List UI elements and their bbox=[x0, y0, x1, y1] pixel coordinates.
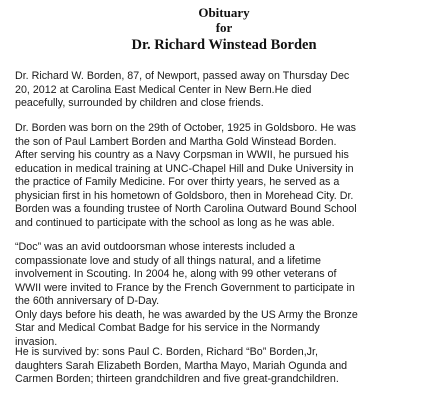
text-line: Only days before his death, he was awarded by the US Army the Bronze bbox=[15, 308, 358, 321]
text-line: Borden was a founding trustee of North Carolina Outward Bound School bbox=[15, 203, 357, 215]
text-line: the practice of Family Medicine. For over thirty years, he served as a bbox=[15, 176, 340, 188]
text-line: He is survived by: sons Paul C. Borden, Richard “Bo” Borden,Jr, bbox=[15, 346, 318, 358]
text-line: peacefully, surrounded by children and close friends. bbox=[15, 97, 264, 109]
text-line: After serving his country as a Navy Corpsman in WWII, he pursued his bbox=[15, 149, 349, 161]
text-line: involvement in Scouting. In 2004 he, along with 99 other veterans of bbox=[15, 268, 337, 280]
header-for: for bbox=[215, 20, 233, 35]
header-name: Dr. Richard Winstead Borden bbox=[131, 37, 317, 53]
text-line: education in medical training at UNC-Chapel Hill and Duke University in bbox=[15, 162, 354, 175]
text-line: compassionate love and study of all things natural, and a lifetime bbox=[15, 254, 321, 267]
text-line: Dr. Richard W. Borden, 87, of Newport, passed away on Thursday Dec bbox=[15, 70, 350, 82]
text-line: invasion. bbox=[15, 335, 58, 348]
text-line: the son of Paul Lambert Borden and Martha Gold Winstead Borden. bbox=[15, 135, 337, 148]
paragraph-interests bbox=[15, 241, 447, 349]
paragraph-death-notice bbox=[15, 70, 447, 111]
paragraph-biography bbox=[15, 122, 447, 230]
header-obituary: Obituary bbox=[198, 5, 250, 20]
text-line: daughters Sarah Elizabeth Borden, Martha Mayo, Mariah Ogunda and bbox=[15, 359, 348, 372]
paragraph-survivors bbox=[15, 346, 447, 387]
text-line: WWII were invited to France by the French Government to participate in bbox=[15, 281, 355, 294]
text-line: Carmen Borden; thirteen grandchildren and five great-grandchildren. bbox=[15, 373, 339, 385]
text-line: “Doc” was an avid outdoorsman whose interests included a bbox=[15, 241, 295, 253]
text-line: Star and Medical Combat Badge for his service in the Normandy bbox=[15, 322, 320, 334]
text-line: and continued to participate with the school as long as he was able. bbox=[15, 216, 335, 229]
text-line: Dr. Borden was born on the 29th of October, 1925 in Goldsboro. He was bbox=[15, 122, 357, 134]
text-line: the 60th anniversary of D-Day. bbox=[15, 295, 160, 307]
text-line: physician first in his hometown of Goldsboro, then in Morehead City. Dr. bbox=[15, 189, 354, 202]
text-line: 20, 2012 at Carolina East Medical Center in New Bern.He died bbox=[15, 83, 312, 96]
